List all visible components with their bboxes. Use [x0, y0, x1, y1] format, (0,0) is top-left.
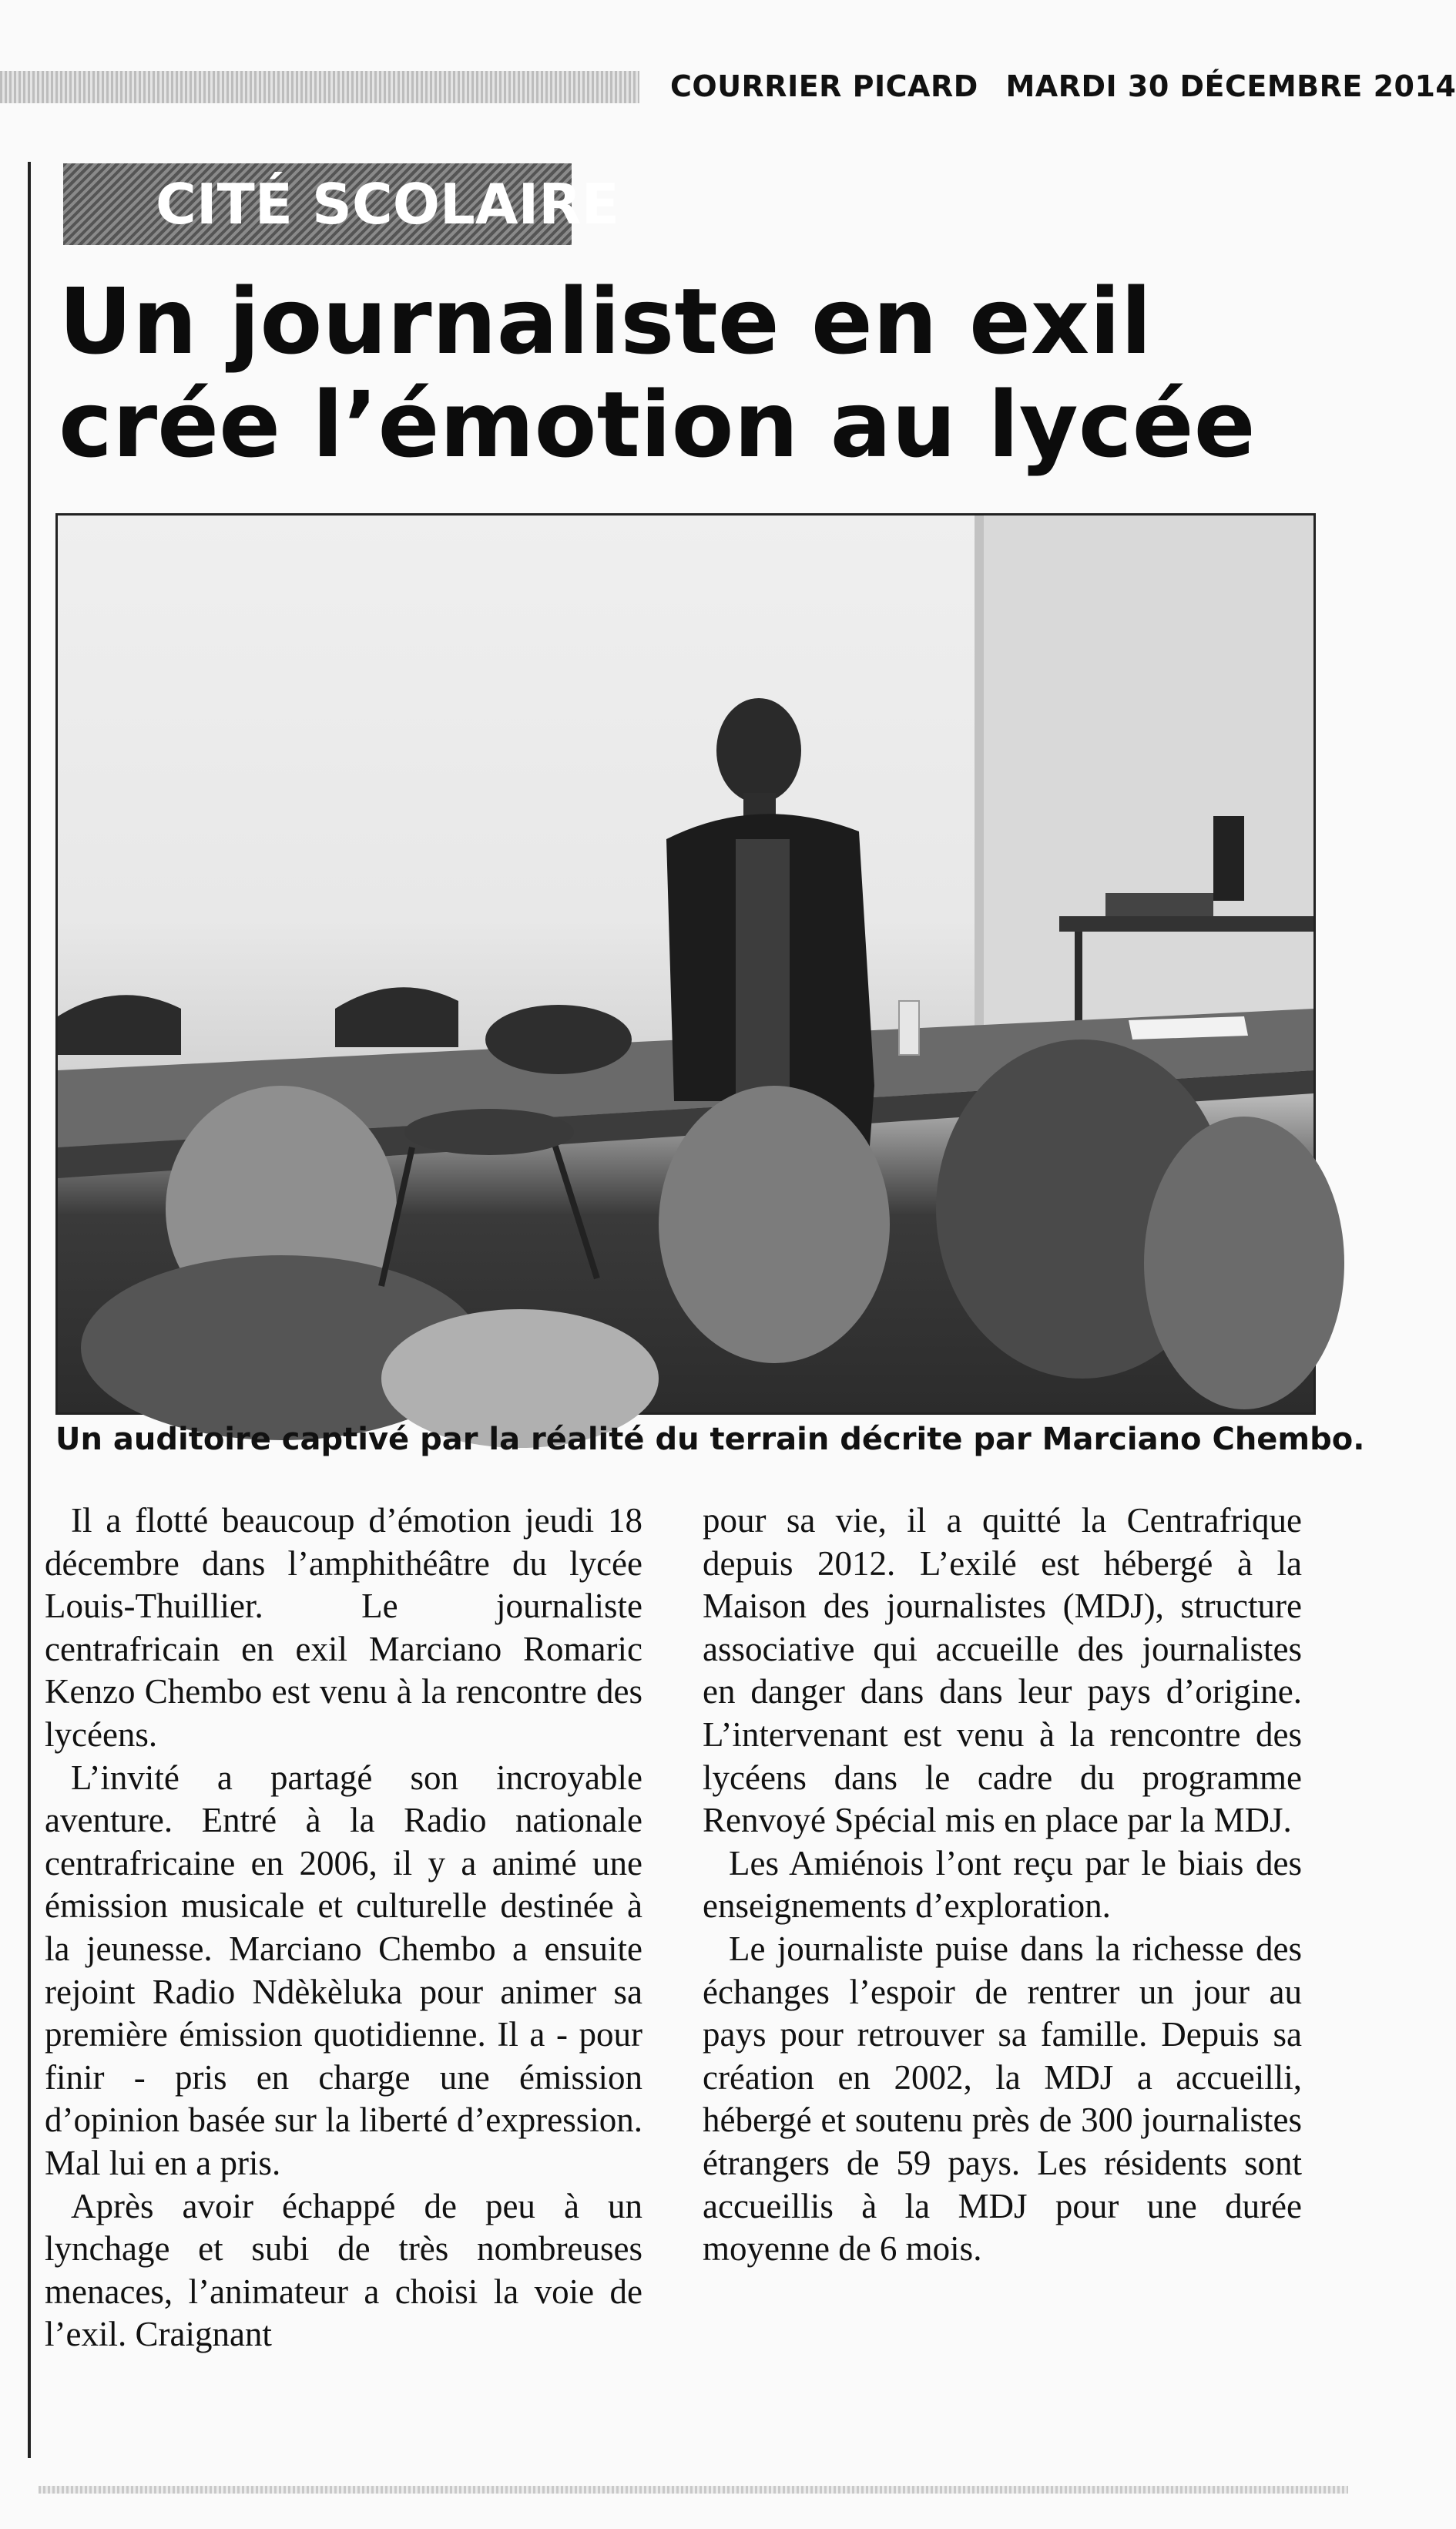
paragraph: Les Amiénois l’ont reçu par le biais des enseignements d’exploration. — [703, 1843, 1302, 1926]
paragraph: Après avoir échappé de peu à un lynchage et subi de très nombreuses menaces, l’animateur a choisi la voie de l’exil. Craignant — [45, 2186, 642, 2354]
article-photo — [55, 513, 1316, 1415]
article-column-left — [45, 1500, 642, 2356]
section-rubric: CITÉ SCOLAIRE — [63, 163, 572, 245]
newspaper-name: COURRIER PICARD — [670, 69, 978, 103]
masthead — [670, 69, 1456, 113]
paragraph: pour sa vie, il a quitté la Centrafrique depuis 2012. L’exilé est hébergé à la Maison des journalistes (MDJ), structure associative qui accueille des journalistes en danger dans dans leur pays d’origine. L’intervenant est venu à la rencontre des lycéens dans le cadre du programme Renvoyé Spécial mis en place par la MDJ. — [703, 1501, 1302, 1840]
masthead-rule — [0, 71, 639, 103]
headline-line-2: crée l’émotion au lycée — [59, 371, 1256, 478]
issue-date: MARDI 30 DÉCEMBRE 2014 — [1005, 69, 1456, 103]
photo-illustration — [58, 516, 1313, 1412]
footer-rule — [39, 2486, 1348, 2494]
headline-line-1: Un journaliste en exil — [59, 268, 1152, 374]
headline — [59, 270, 1322, 476]
paragraph: Le journaliste puise dans la richesse des échanges l’espoir de rentrer un jour au pays pour retrouver sa famille. Depuis sa création en 2002, la MDJ a accueilli, hébergé et soutenu près de 300 journalistes étrangers de 59 pays. Les résidents sont accueillis à la MDJ pour une durée moyenne de 6 mois. — [703, 1929, 1302, 2269]
photo-caption: Un auditoire captivé par la réalité du terrain décrite par Marciano Chembo. — [55, 1422, 1365, 1457]
paragraph: Il a flotté beaucoup d’émotion jeudi 18 décembre dans l’amphithéâtre du lycée Louis-Thuillier. Le journaliste centrafricain en exil Marciano Romaric Kenzo Chembo est venu à la rencontre des lycéens. — [45, 1501, 642, 1754]
paragraph: L’invité a partagé son incroyable aventure. Entré à la Radio nationale centrafricaine en 2006, il y a animé une émission musicale et culturelle destinée à la jeunesse. Marciano Chembo a ensuite rejoint Radio Ndèkèluka pour animer sa première émission quotidienne. Il a - pour finir - pris en charge une émission d’opinion basée sur la liberté d’expression. Mal lui en a pris. — [45, 1758, 642, 2182]
article-column-right — [703, 1500, 1302, 2271]
column-rule — [28, 162, 31, 2458]
